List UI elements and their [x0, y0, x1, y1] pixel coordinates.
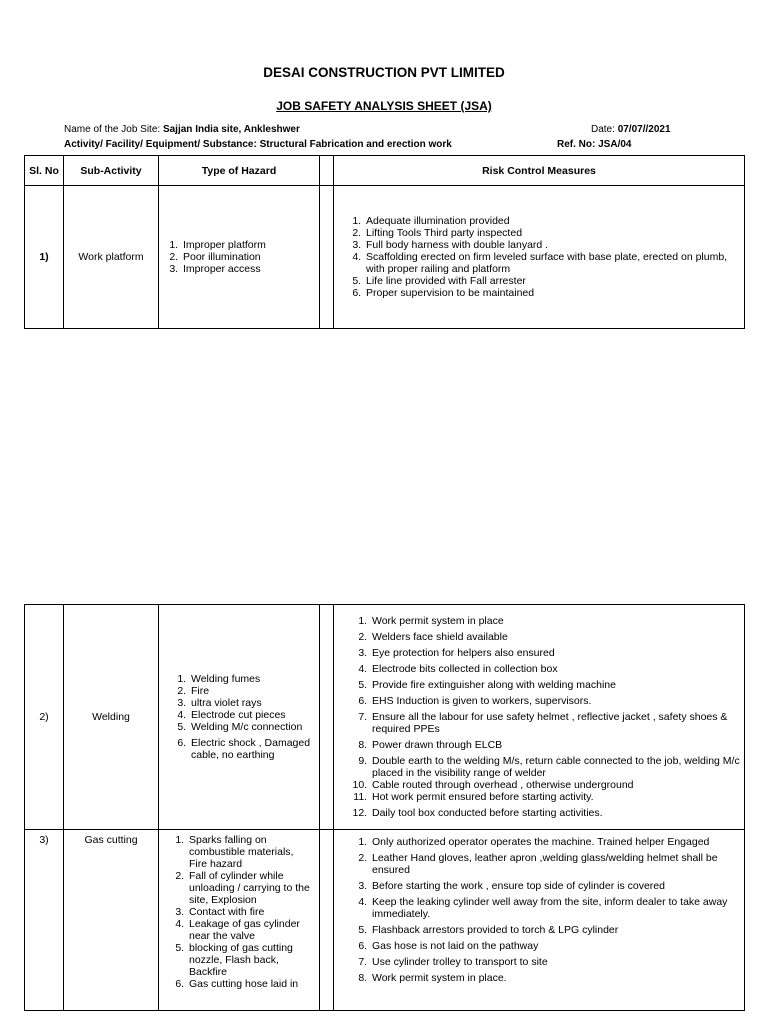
control-item: 4. Scaffolding erected on firm leveled surface with base plate, erected on plumb, with proper railing and platform — [364, 251, 744, 275]
row-3-sub-activity: Gas cutting — [64, 830, 159, 1011]
row-3-sl-no: 3) — [25, 830, 64, 1011]
control-item: 3. Full body harness with double lanyard . — [364, 239, 744, 251]
hazard-item: 3. Improper access — [181, 263, 319, 275]
hazard-item: 2. Fire — [189, 685, 319, 697]
sheet-title: JOB SAFETY ANALYSIS SHEET (JSA) — [276, 99, 492, 113]
ref-value: JSA/04 — [598, 139, 632, 150]
control-item: 3. Before starting the work , ensure top side of cylinder is covered — [370, 880, 744, 892]
hazard-item: 2. Fall of cylinder while unloading / carrying to the site, Explosion — [187, 870, 313, 906]
hazard-item: 4. Electrode cut pieces — [189, 709, 319, 721]
activity-line — [64, 139, 452, 150]
hazard-item: 6. Gas cutting hose laid in — [187, 978, 313, 990]
control-item: 11. Hot work permit ensured before starting activity. — [370, 791, 744, 803]
control-item: 2. Welders face shield available — [370, 631, 744, 643]
hazard-item: 3. Contact with fire — [187, 906, 313, 918]
control-item: 8. Work permit system in place. — [370, 972, 744, 984]
control-item: 7. Use cylinder trolley to transport to site — [370, 956, 744, 968]
col-header-type-of-hazard: Type of Hazard — [159, 156, 320, 186]
row-3-controls — [334, 830, 745, 1011]
row-1-hazards — [159, 186, 320, 329]
hazard-item: 1. Improper platform — [181, 239, 319, 251]
control-item: 5. Provide fire extinguisher along with welding machine — [370, 679, 744, 691]
row-1-sl-no: 1) — [25, 186, 64, 329]
jsa-table-top — [24, 155, 745, 329]
hazard-item: 5. blocking of gas cutting nozzle, Flash back, Backfire — [187, 942, 313, 978]
col-header-risk-control: Risk Control Measures — [334, 156, 745, 186]
control-item: 3. Eye protection for helpers also ensured — [370, 647, 744, 659]
date-line — [591, 124, 671, 135]
row-1-spacer — [320, 186, 334, 329]
control-item: 8. Power drawn through ELCB — [370, 739, 744, 751]
row-1-sub-activity: Work platform — [64, 186, 159, 329]
ref-line — [557, 139, 631, 150]
hazard-item: 5. Welding M/c connection — [189, 721, 319, 733]
hazard-item: 3. ultra violet rays — [189, 697, 319, 709]
col-spacer — [320, 156, 334, 186]
jsa-table-bottom — [24, 604, 745, 1011]
job-site-label: Name of the Job Site: — [64, 124, 161, 135]
row-2-sl-no: 2) — [25, 605, 64, 830]
date-label: Date: — [591, 124, 615, 135]
table-row — [25, 605, 745, 830]
row-2-sub-activity: Welding — [64, 605, 159, 830]
control-item: 1. Work permit system in place — [370, 615, 744, 627]
row-3-hazards — [159, 830, 320, 1011]
col-header-sl-no: Sl. No — [25, 156, 64, 186]
control-item: 10. Cable routed through overhead , otherwise underground — [370, 779, 744, 791]
hazard-item: 4. Leakage of gas cylinder near the valve — [187, 918, 313, 942]
control-item: 5. Life line provided with Fall arrester — [364, 275, 744, 287]
control-item: 4. Electrode bits collected in collection box — [370, 663, 744, 675]
hazard-item: 1. Sparks falling on combustible materials, Fire hazard — [187, 834, 313, 870]
hazard-item: 6. Electric shock , Damaged cable, no earthing — [189, 737, 319, 761]
ref-label: Ref. No: — [557, 139, 596, 150]
row-2-spacer — [320, 605, 334, 830]
control-item: 6. Gas hose is not laid on the pathway — [370, 940, 744, 952]
job-site-line — [64, 124, 300, 135]
control-item: 6. Proper supervision to be maintained — [364, 287, 744, 299]
table-row — [25, 830, 745, 1011]
control-item: 7. Ensure all the labour for use safety helmet , reflective jacket , safety shoes & required PPEs — [370, 711, 744, 735]
col-header-sub-activity: Sub-Activity — [64, 156, 159, 186]
row-2-controls — [334, 605, 745, 830]
control-item: 4. Keep the leaking cylinder well away from the site, inform dealer to take away immediately. — [370, 896, 744, 920]
table-row — [25, 186, 745, 329]
row-3-hazards-clip — [159, 834, 319, 1010]
control-item: 1. Only authorized operator operates the machine. Trained helper Engaged — [370, 836, 744, 848]
activity-value: Structural Fabrication and erection work — [259, 139, 452, 150]
control-item: 9. Double earth to the welding M/s, return cable connected to the job, welding M/c placed in the visibility range of welder — [370, 755, 744, 779]
control-item: 1. Adequate illumination provided — [364, 215, 744, 227]
control-item: 2. Leather Hand gloves, leather apron ,welding glass/welding helmet shall be ensured — [370, 852, 744, 876]
job-site-value: Sajjan India site, Ankleshwer — [162, 124, 300, 135]
hazard-item: 1. Welding fumes — [189, 673, 319, 685]
company-name: DESAI CONSTRUCTION PVT LIMITED — [263, 65, 505, 80]
hazard-item: 2. Poor illumination — [181, 251, 319, 263]
control-item: 5. Flashback arrestors provided to torch & LPG cylinder — [370, 924, 744, 936]
table-header-row — [25, 156, 745, 186]
control-item: 12. Daily tool box conducted before starting activities. — [370, 807, 744, 819]
control-item: 6. EHS Induction is given to workers, supervisors. — [370, 695, 744, 707]
row-3-spacer — [320, 830, 334, 1011]
activity-label: Activity/ Facility/ Equipment/ Substance: — [64, 139, 257, 150]
row-1-controls — [334, 186, 745, 329]
row-2-hazards — [159, 605, 320, 830]
date-value: 07/07//2021 — [617, 124, 671, 135]
control-item: 2. Lifting Tools Third party inspected — [364, 227, 744, 239]
